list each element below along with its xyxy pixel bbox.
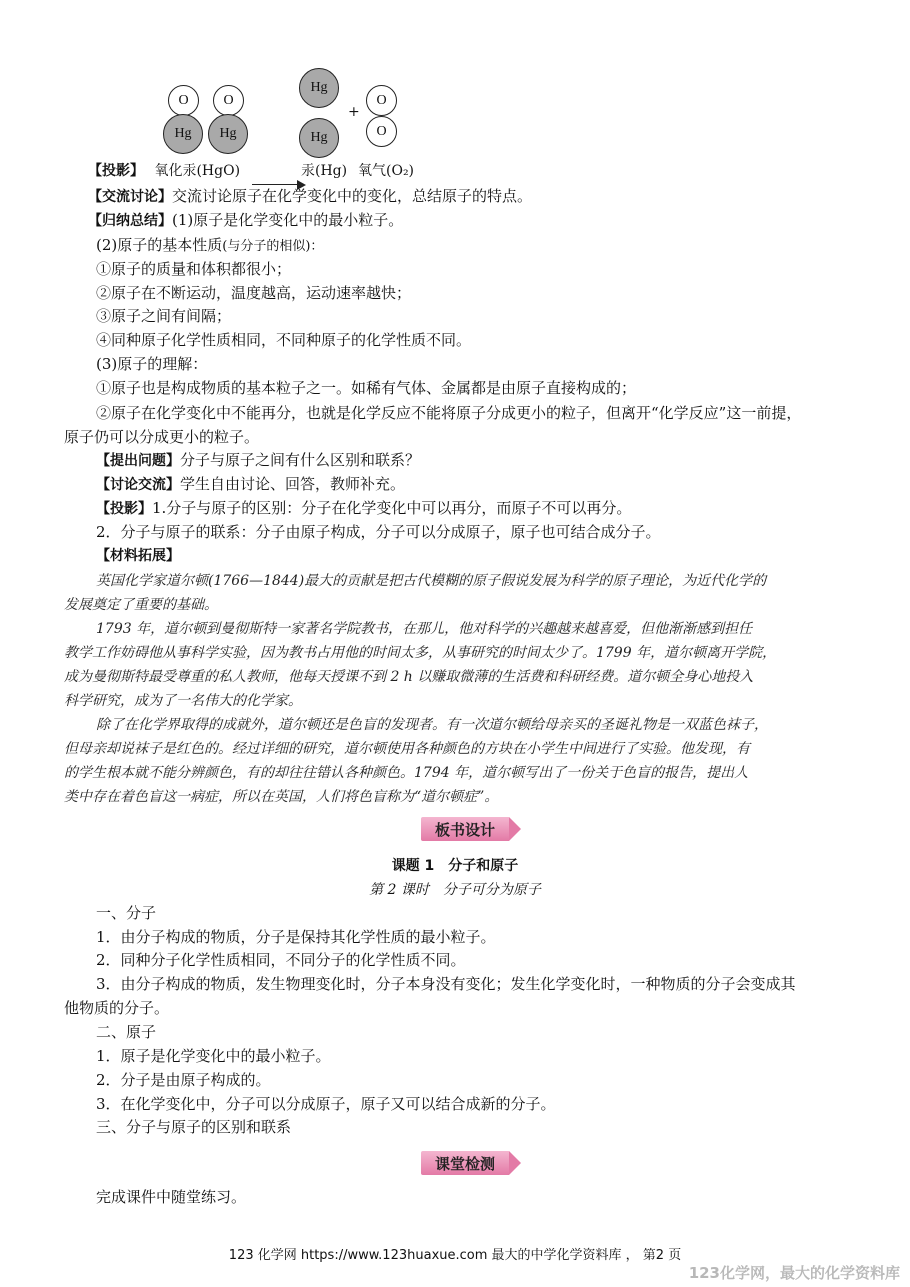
- board-design-label: 板书设计: [421, 817, 509, 841]
- lesson-title: 课题 1 分子和原子: [391, 858, 519, 874]
- label-mercury-oxide: 氧化汞(HgO): [154, 163, 241, 179]
- banner-arrow-icon: [509, 817, 521, 841]
- mercury-atom: Hg: [163, 114, 203, 154]
- lesson-subtitle: 第 2 课时 分子可分为原子: [369, 882, 541, 898]
- exchange-tag: 【讨论交流】: [96, 477, 180, 493]
- banner-arrow-icon: [509, 1151, 521, 1175]
- understanding-2: ②原子在化学变化中不能再分，也就是化学反应不能将原子分成更小的粒子，但离开“化学反应”这一前提，: [96, 404, 802, 422]
- material-paragraph-line: 英国化学家道尔顿(1766—1844)最大的贡献是把古代模糊的原子假说发展为科学的原子理论，为近代化学的: [96, 573, 767, 589]
- reaction-arrow: [252, 184, 302, 185]
- board-item: 1．原子是化学变化中的最小粒子。: [96, 1047, 331, 1065]
- atom-properties-heading: [96, 235, 323, 257]
- property-4: ④同种原子化学性质相同，不同种原子的化学性质不同。: [96, 331, 472, 349]
- page-footer: 123 化学网 https://www.123huaxue.com 最大的中学化学资料库 ， 第2 页: [228, 1248, 682, 1263]
- understanding-1: ①原子也是构成物质的基本粒子之一。如稀有气体、金属都是由原子直接构成的；: [96, 379, 637, 397]
- practice-instruction: 完成课件中随堂练习。: [96, 1188, 247, 1206]
- classroom-check-banner: [421, 1151, 523, 1175]
- atom-properties-note: (与分子的相似)：: [222, 239, 324, 254]
- label-oxygen: 氧气(O₂): [358, 163, 415, 179]
- projection-line: [96, 498, 631, 519]
- material-paragraph-line: 教学工作妨碍他从事科学实验，因为教书占用他的时间太多，从事研究的时间太少了。1799 年，道尔顿离开学院，: [64, 645, 777, 661]
- summary-tag: 【归纳总结】: [88, 213, 172, 229]
- material-paragraph-line: 科学研究，成为了一名伟大的化学家。: [64, 693, 302, 709]
- board-design-banner: [421, 817, 523, 841]
- property-2: ②原子在不断运动，温度越高，运动速率越快；: [96, 284, 412, 302]
- projection-text: 1.分子与原子的区别：分子在化学变化中可以再分，而原子不可以再分。: [152, 499, 632, 517]
- diagram-caption-row: [88, 160, 240, 180]
- exchange-line: [96, 474, 405, 495]
- board-section-relation: 三、分子与原子的区别和联系: [96, 1118, 292, 1136]
- discussion-text: 交流讨论原子在化学变化中的变化，总结原子的特点。: [172, 187, 533, 205]
- property-3: ③原子之间有间隔；: [96, 307, 232, 325]
- projection-tag: 【投影】: [88, 163, 144, 179]
- summary-text: (1)原子是化学变化中的最小粒子。: [172, 211, 404, 229]
- board-item: 3．由分子构成的物质，发生物理变化时，分子本身没有变化；发生化学变化时，一种物质的分子会变成其: [96, 975, 796, 993]
- understanding-2-cont: 原子仍可以分成更小的粒子。: [64, 428, 260, 446]
- classroom-check-label: 课堂检测: [421, 1151, 509, 1175]
- property-1: ①原子的质量和体积都很小；: [96, 260, 292, 278]
- projection-tag-2: 【投影】: [96, 501, 152, 517]
- summary-line: [88, 210, 403, 231]
- plus-sign: +: [348, 104, 360, 120]
- board-item-cont: 他物质的分子。: [64, 999, 170, 1017]
- atom-properties-title: (2)原子的基本性质: [96, 236, 223, 254]
- exchange-text: 学生自由讨论、回答，教师补充。: [180, 475, 406, 493]
- board-item: 1．由分子构成的物质，分子是保持其化学性质的最小粒子。: [96, 928, 496, 946]
- understanding-heading: (3)原子的理解：: [96, 355, 208, 373]
- board-item: 2．同种分子化学性质相同，不同分子的化学性质不同。: [96, 951, 466, 969]
- mercury-atom: Hg: [299, 118, 339, 158]
- material-paragraph-line: 1793 年，道尔顿到曼彻斯特一家著名学院教书，在那儿，他对科学的兴趣越来越喜爱，但他渐渐感到担任: [96, 621, 753, 637]
- question-text: 分子与原子之间有什么区别和联系？: [180, 451, 421, 469]
- material-paragraph-line: 的学生根本就不能分辨颜色，有的却往往错认各种颜色。1794 年，道尔顿写出了一份关于色盲的报告，提出人: [64, 765, 749, 781]
- material-paragraph-line: 发展奠定了重要的基础。: [64, 597, 218, 613]
- board-section-atom: 二、原子: [96, 1023, 157, 1041]
- board-item: 3．在化学变化中，分子可以分成原子，原子又可以结合成新的分子。: [96, 1095, 556, 1113]
- material-tag: 【材料拓展】: [96, 548, 180, 564]
- question-tag: 【提出问题】: [96, 453, 180, 469]
- board-item: 2．分子是由原子构成的。: [96, 1071, 271, 1089]
- board-section-molecule: 一、分子: [96, 904, 157, 922]
- material-paragraph-line: 但母亲却说袜子是红色的。经过详细的研究，道尔顿使用各种颜色的方块在小学生中间进行了实验。他发现，有: [64, 741, 750, 757]
- relation-line: 2．分子与原子的联系：分子由原子构成，分子可以分成原子，原子也可结合成分子。: [96, 523, 661, 541]
- oxygen-atom: O: [366, 85, 397, 116]
- oxygen-atom: O: [366, 116, 397, 147]
- oxygen-atom: O: [168, 85, 199, 116]
- site-watermark: 123化学网，最大的化学资料库: [688, 1264, 900, 1282]
- oxygen-atom: O: [213, 85, 244, 116]
- material-paragraph-line: 类中存在着色盲这一病症，所以在英国，人们将色盲称为“道尔顿症”。: [64, 789, 499, 805]
- material-heading: [96, 545, 180, 566]
- mercury-atom: Hg: [208, 114, 248, 154]
- mercury-atom: Hg: [299, 68, 339, 108]
- question-line: [96, 450, 420, 471]
- material-paragraph-line: 成为曼彻斯特最受尊重的私人教师，他每天授课不到 2 h 以赚取微薄的生活费和科研经费。道尔顿全身心地投入: [64, 669, 754, 685]
- discussion-line: [88, 186, 532, 207]
- label-mercury: 汞(Hg): [301, 163, 348, 179]
- discussion-tag: 【交流讨论】: [88, 189, 172, 205]
- material-paragraph-line: 除了在化学界取得的成就外，道尔顿还是色盲的发现者。有一次道尔顿给母亲买的圣诞礼物是一双蓝色袜子，: [96, 717, 768, 733]
